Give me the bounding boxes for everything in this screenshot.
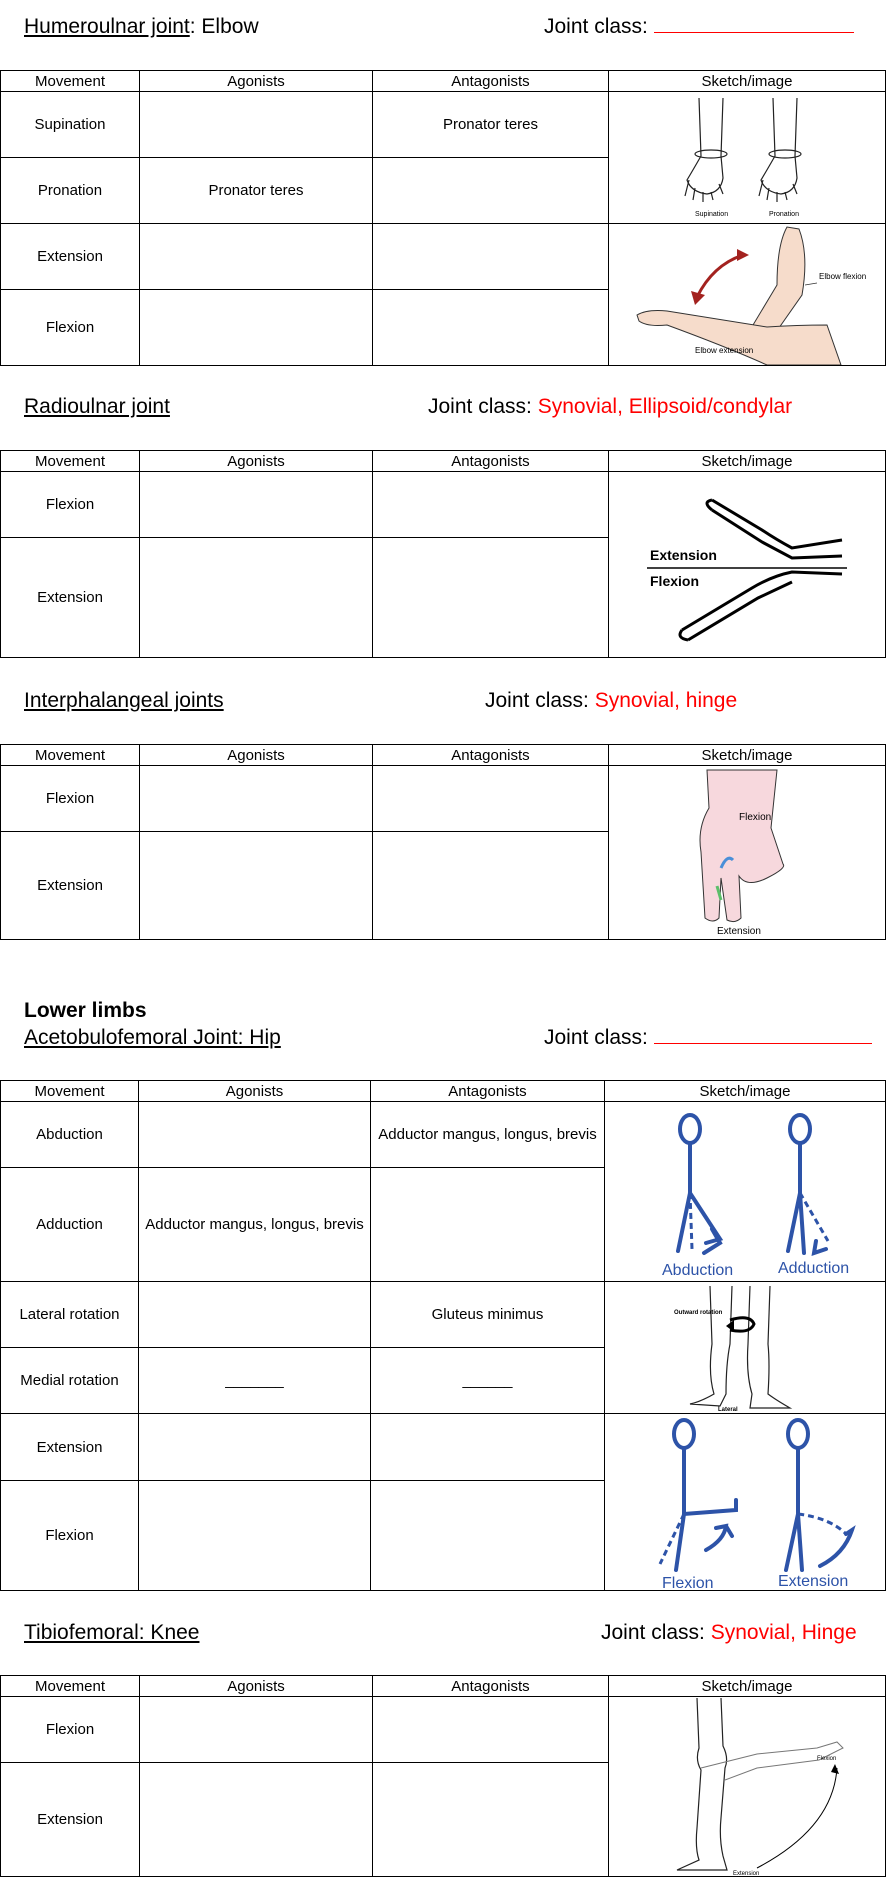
agonists-cell[interactable] — [140, 472, 373, 538]
header-agonists: Agonists — [140, 745, 373, 766]
knee-table — [0, 1675, 886, 1877]
antagonists-cell[interactable]: ______ — [371, 1348, 605, 1414]
sketch-cell — [605, 1282, 886, 1414]
agonists-cell[interactable]: _______ — [139, 1348, 371, 1414]
elbow-flexion-image — [627, 225, 867, 365]
lateral-label: Lateral — [718, 1406, 738, 1412]
antagonists-cell[interactable] — [371, 1481, 605, 1591]
hip-rotation-image — [670, 1284, 820, 1412]
hip-table — [0, 1080, 886, 1591]
agonists-cell[interactable] — [140, 224, 373, 290]
agonists-cell[interactable] — [140, 290, 373, 366]
antagonists-cell[interactable] — [373, 832, 609, 940]
hip-abduction-image — [620, 1103, 870, 1281]
movement-cell: Supination — [1, 92, 140, 158]
antagonists-cell[interactable]: Gluteus minimus — [371, 1282, 605, 1348]
agonists-cell[interactable]: Pronator teres — [140, 158, 373, 224]
antagonists-cell[interactable]: Pronator teres — [373, 92, 609, 158]
movement-cell: Medial rotation — [1, 1348, 139, 1414]
header-agonists: Agonists — [140, 451, 373, 472]
agonists-cell[interactable]: Adductor mangus, longus, brevis — [139, 1168, 371, 1282]
interphalangeal-title: Interphalangeal joints — [24, 689, 224, 712]
movement-cell: Extension — [1, 1414, 139, 1481]
sketch-cell — [609, 1697, 886, 1877]
agonists-cell[interactable] — [140, 832, 373, 940]
sketch-cell — [609, 92, 886, 224]
antagonists-cell[interactable] — [371, 1168, 605, 1282]
sketch-cell — [609, 766, 886, 940]
movement-cell: Abduction — [1, 1102, 139, 1168]
antagonists-cell[interactable] — [373, 538, 609, 658]
pronation-label: Pronation — [769, 210, 799, 218]
movement-cell: Extension — [1, 1763, 140, 1877]
agonists-cell[interactable] — [140, 92, 373, 158]
finger-flexion-label: Flexion — [739, 811, 772, 823]
header-antagonists: Antagonists — [373, 71, 609, 92]
knee-flexion-image — [637, 1698, 857, 1876]
agonists-cell[interactable] — [139, 1481, 371, 1591]
header-antagonists: Antagonists — [373, 1676, 609, 1697]
movement-cell: Extension — [1, 224, 140, 290]
header-movement: Movement — [1, 745, 140, 766]
interphalangeal-joint-class: Joint class: Synovial, hinge — [485, 689, 738, 712]
lower-limbs-heading: Lower limbs — [24, 999, 147, 1022]
radioulnar-title: Radioulnar joint — [24, 395, 170, 418]
forearm-rotation-image — [677, 96, 817, 220]
sketch-cell — [609, 472, 886, 658]
elbow-title: Humeroulnar joint: Elbow — [24, 15, 259, 38]
movement-cell: Extension — [1, 538, 140, 658]
hip-class-blank[interactable] — [654, 1026, 872, 1044]
antagonists-cell[interactable] — [373, 1763, 609, 1877]
agonists-cell[interactable] — [139, 1102, 371, 1168]
hip-flexion-image — [620, 1414, 870, 1590]
antagonists-cell[interactable] — [373, 158, 609, 224]
header-agonists: Agonists — [140, 1676, 373, 1697]
movement-cell: Lateral rotation — [1, 1282, 139, 1348]
radioulnar-table — [0, 450, 886, 658]
flexion-label: Flexion — [662, 1575, 714, 1590]
knee-joint-class: Joint class: Synovial, Hinge — [601, 1621, 857, 1644]
outward-rotation-label: Outward rotation — [674, 1309, 723, 1316]
wrist-extension-label: Extension — [650, 546, 717, 563]
antagonists-cell[interactable] — [373, 472, 609, 538]
header-movement: Movement — [1, 451, 140, 472]
finger-flexion-image — [687, 768, 807, 938]
antagonists-cell[interactable] — [373, 766, 609, 832]
movement-cell: Flexion — [1, 472, 140, 538]
header-sketch: Sketch/image — [609, 1676, 886, 1697]
movement-cell: Adduction — [1, 1168, 139, 1282]
movement-cell: Flexion — [1, 766, 140, 832]
antagonists-cell[interactable] — [373, 1697, 609, 1763]
elbow-extension-label: Elbow extension — [695, 345, 754, 355]
movement-cell: Extension — [1, 832, 140, 940]
antagonists-cell[interactable] — [373, 224, 609, 290]
movement-cell: Flexion — [1, 290, 140, 366]
supination-label: Supination — [695, 210, 729, 218]
knee-extension-label: Extension — [733, 1870, 760, 1876]
sketch-cell — [605, 1102, 886, 1282]
antagonists-cell[interactable]: Adductor mangus, longus, brevis — [371, 1102, 605, 1168]
radioulnar-joint-class: Joint class: Synovial, Ellipsoid/condylar — [428, 395, 793, 418]
elbow-table — [0, 70, 886, 366]
header-antagonists: Antagonists — [373, 451, 609, 472]
agonists-cell[interactable] — [140, 1763, 373, 1877]
movement-cell: Flexion — [1, 1481, 139, 1591]
elbow-class-blank[interactable] — [654, 15, 854, 33]
agonists-cell[interactable] — [140, 538, 373, 658]
header-agonists: Agonists — [140, 71, 373, 92]
header-movement: Movement — [1, 1081, 139, 1102]
header-antagonists: Antagonists — [371, 1081, 605, 1102]
knee-flexion-label: Flexion — [817, 1755, 837, 1762]
header-movement: Movement — [1, 71, 140, 92]
antagonists-cell[interactable] — [373, 290, 609, 366]
knee-title: Tibiofemoral: Knee — [24, 1621, 200, 1644]
elbow-flexion-label: Elbow flexion — [819, 271, 867, 281]
antagonists-cell[interactable] — [371, 1414, 605, 1481]
header-sketch: Sketch/image — [605, 1081, 886, 1102]
hip-joint-class: Joint class: — [544, 1025, 872, 1051]
header-sketch: Sketch/image — [609, 71, 886, 92]
wrist-flexion-label: Flexion — [650, 572, 700, 589]
hip-title: Acetobulofemoral Joint: Hip — [24, 1026, 281, 1049]
extension-label: Extension — [778, 1573, 849, 1590]
sketch-cell — [609, 224, 886, 366]
sketch-cell — [605, 1414, 886, 1591]
movement-cell: Flexion — [1, 1697, 140, 1763]
header-sketch: Sketch/image — [609, 451, 886, 472]
header-sketch: Sketch/image — [609, 745, 886, 766]
agonists-cell[interactable] — [139, 1414, 371, 1481]
header-movement: Movement — [1, 1676, 140, 1697]
agonists-cell[interactable] — [140, 1697, 373, 1763]
adduction-label: Adduction — [778, 1259, 850, 1277]
header-agonists: Agonists — [139, 1081, 371, 1102]
abduction-label: Abduction — [662, 1261, 734, 1279]
elbow-joint-class: Joint class: — [544, 14, 854, 40]
agonists-cell[interactable] — [139, 1282, 371, 1348]
interphalangeal-table — [0, 744, 886, 940]
header-antagonists: Antagonists — [373, 745, 609, 766]
wrist-flexion-image — [642, 480, 852, 650]
movement-cell: Pronation — [1, 158, 140, 224]
finger-extension-label: Extension — [717, 925, 761, 937]
agonists-cell[interactable] — [140, 766, 373, 832]
